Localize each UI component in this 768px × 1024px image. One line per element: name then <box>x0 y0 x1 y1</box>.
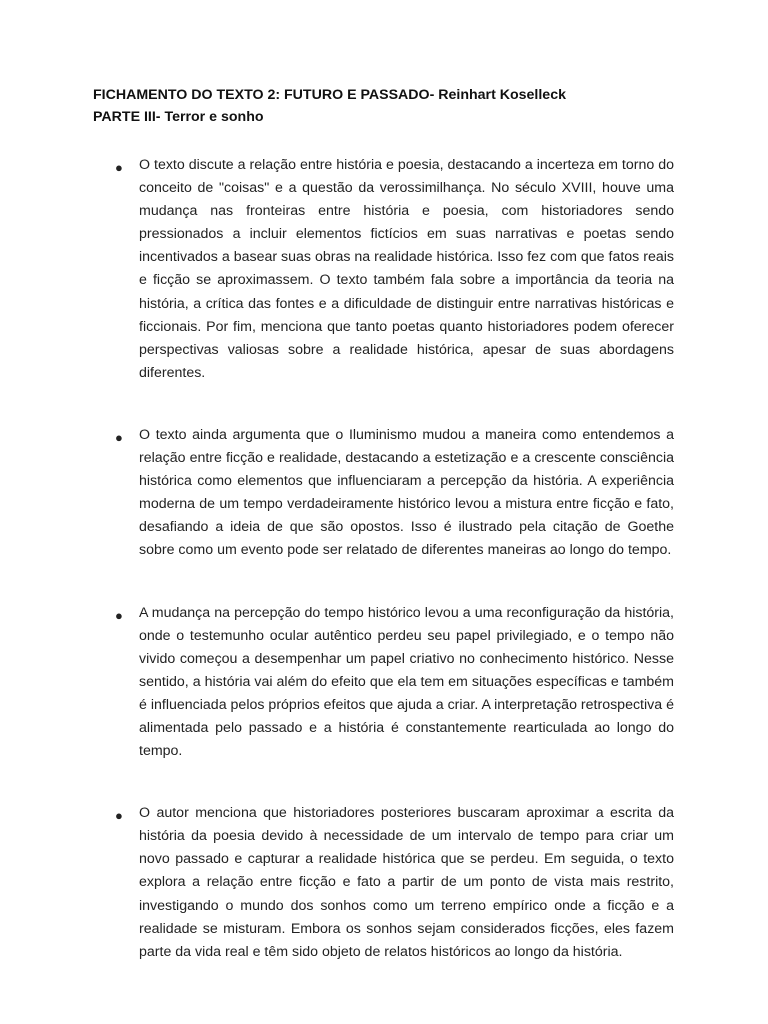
paragraph-text: O autor menciona que historiadores posteriores buscaram aproximar a escrita da história da poesia devido à necessidade de um intervalo de tempo para criar um novo passado e capturar a realidade histórica que se perdeu. Em seguida, o texto explora a relação entre ficção e fato a partir de um ponto de vista mais restrito, investigando o mundo dos sonhos como um terreno empírico onde a ficção e a realidade se misturam. Embora os sonhos sejam considerados ficções, eles fazem parte da vida real e têm sido objeto de relatos históricos ao longo da história. <box>139 805 674 960</box>
paragraph-text: O texto ainda argumenta que o Iluminismo mudou a maneira como entendemos a relação entre ficção e realidade, destacando a estetização e a crescente consciência histórica como elementos que influenciaram a percepção da história. A experiência moderna de um tempo verdadeiramente histórico levou a mistura entre ficção e fato, desafiando a ideia de que são opostos. Isso é ilustrado pela citação de Goethe sobre como um evento pode ser relatado de diferentes maneiras ao longo do tempo. <box>139 426 674 559</box>
bullet-icon: ● <box>115 808 123 824</box>
list-item <box>93 802 674 964</box>
bullet-icon: ● <box>115 429 123 445</box>
document-subtitle: PARTE III- Terror e sonho <box>93 109 264 125</box>
document-title: FICHAMENTO DO TEXTO 2: FUTURO E PASSADO- Reinhart Koselleck <box>93 87 566 103</box>
bullet-icon: ● <box>115 160 123 175</box>
list-item <box>93 602 674 764</box>
bullet-icon: ● <box>115 607 123 623</box>
bullet-list <box>93 154 674 964</box>
paragraph-text: O texto discute a relação entre história e poesia, destacando a incerteza em torno do conceito de "coisas" e a questão da verossimilhança. No século XVIII, houve uma mudança nas fronteiras entre história e poesia, com historiadores sendo pressionados a incluir elementos fictícios em suas narrativas e poetas sendo incentivados a basear suas obras na realidade histórica. Isso fez com que fatos reais e ficção se aproximassem. O texto também fala sobre a importância da teoria na história, a crítica das fontes e a dificuldade de distinguir entre narrativas históricas e ficcionais. Por fim, menciona que tanto poetas quanto historiadores podem oferecer perspectivas valiosas sobre a realidade histórica, apesar de suas abordagens diferentes. <box>139 157 674 381</box>
header-block <box>93 84 674 128</box>
list-item <box>93 424 674 563</box>
paragraph-text: A mudança na percepção do tempo histórico levou a uma reconfiguração da história, onde o testemunho ocular autêntico perdeu seu papel privilegiado, e o tempo não vivido começou a desempenhar um papel criativo no conhecimento histórico. Nesse sentido, a história vai além do efeito que ela tem em situações específicas e também é influenciada pelos próprios efeitos que ajuda a criar. A interpretação retrospectiva é alimentada pelo passado e a história é constantemente rearticulada ao longo do tempo. <box>139 604 674 760</box>
list-item <box>93 154 674 385</box>
